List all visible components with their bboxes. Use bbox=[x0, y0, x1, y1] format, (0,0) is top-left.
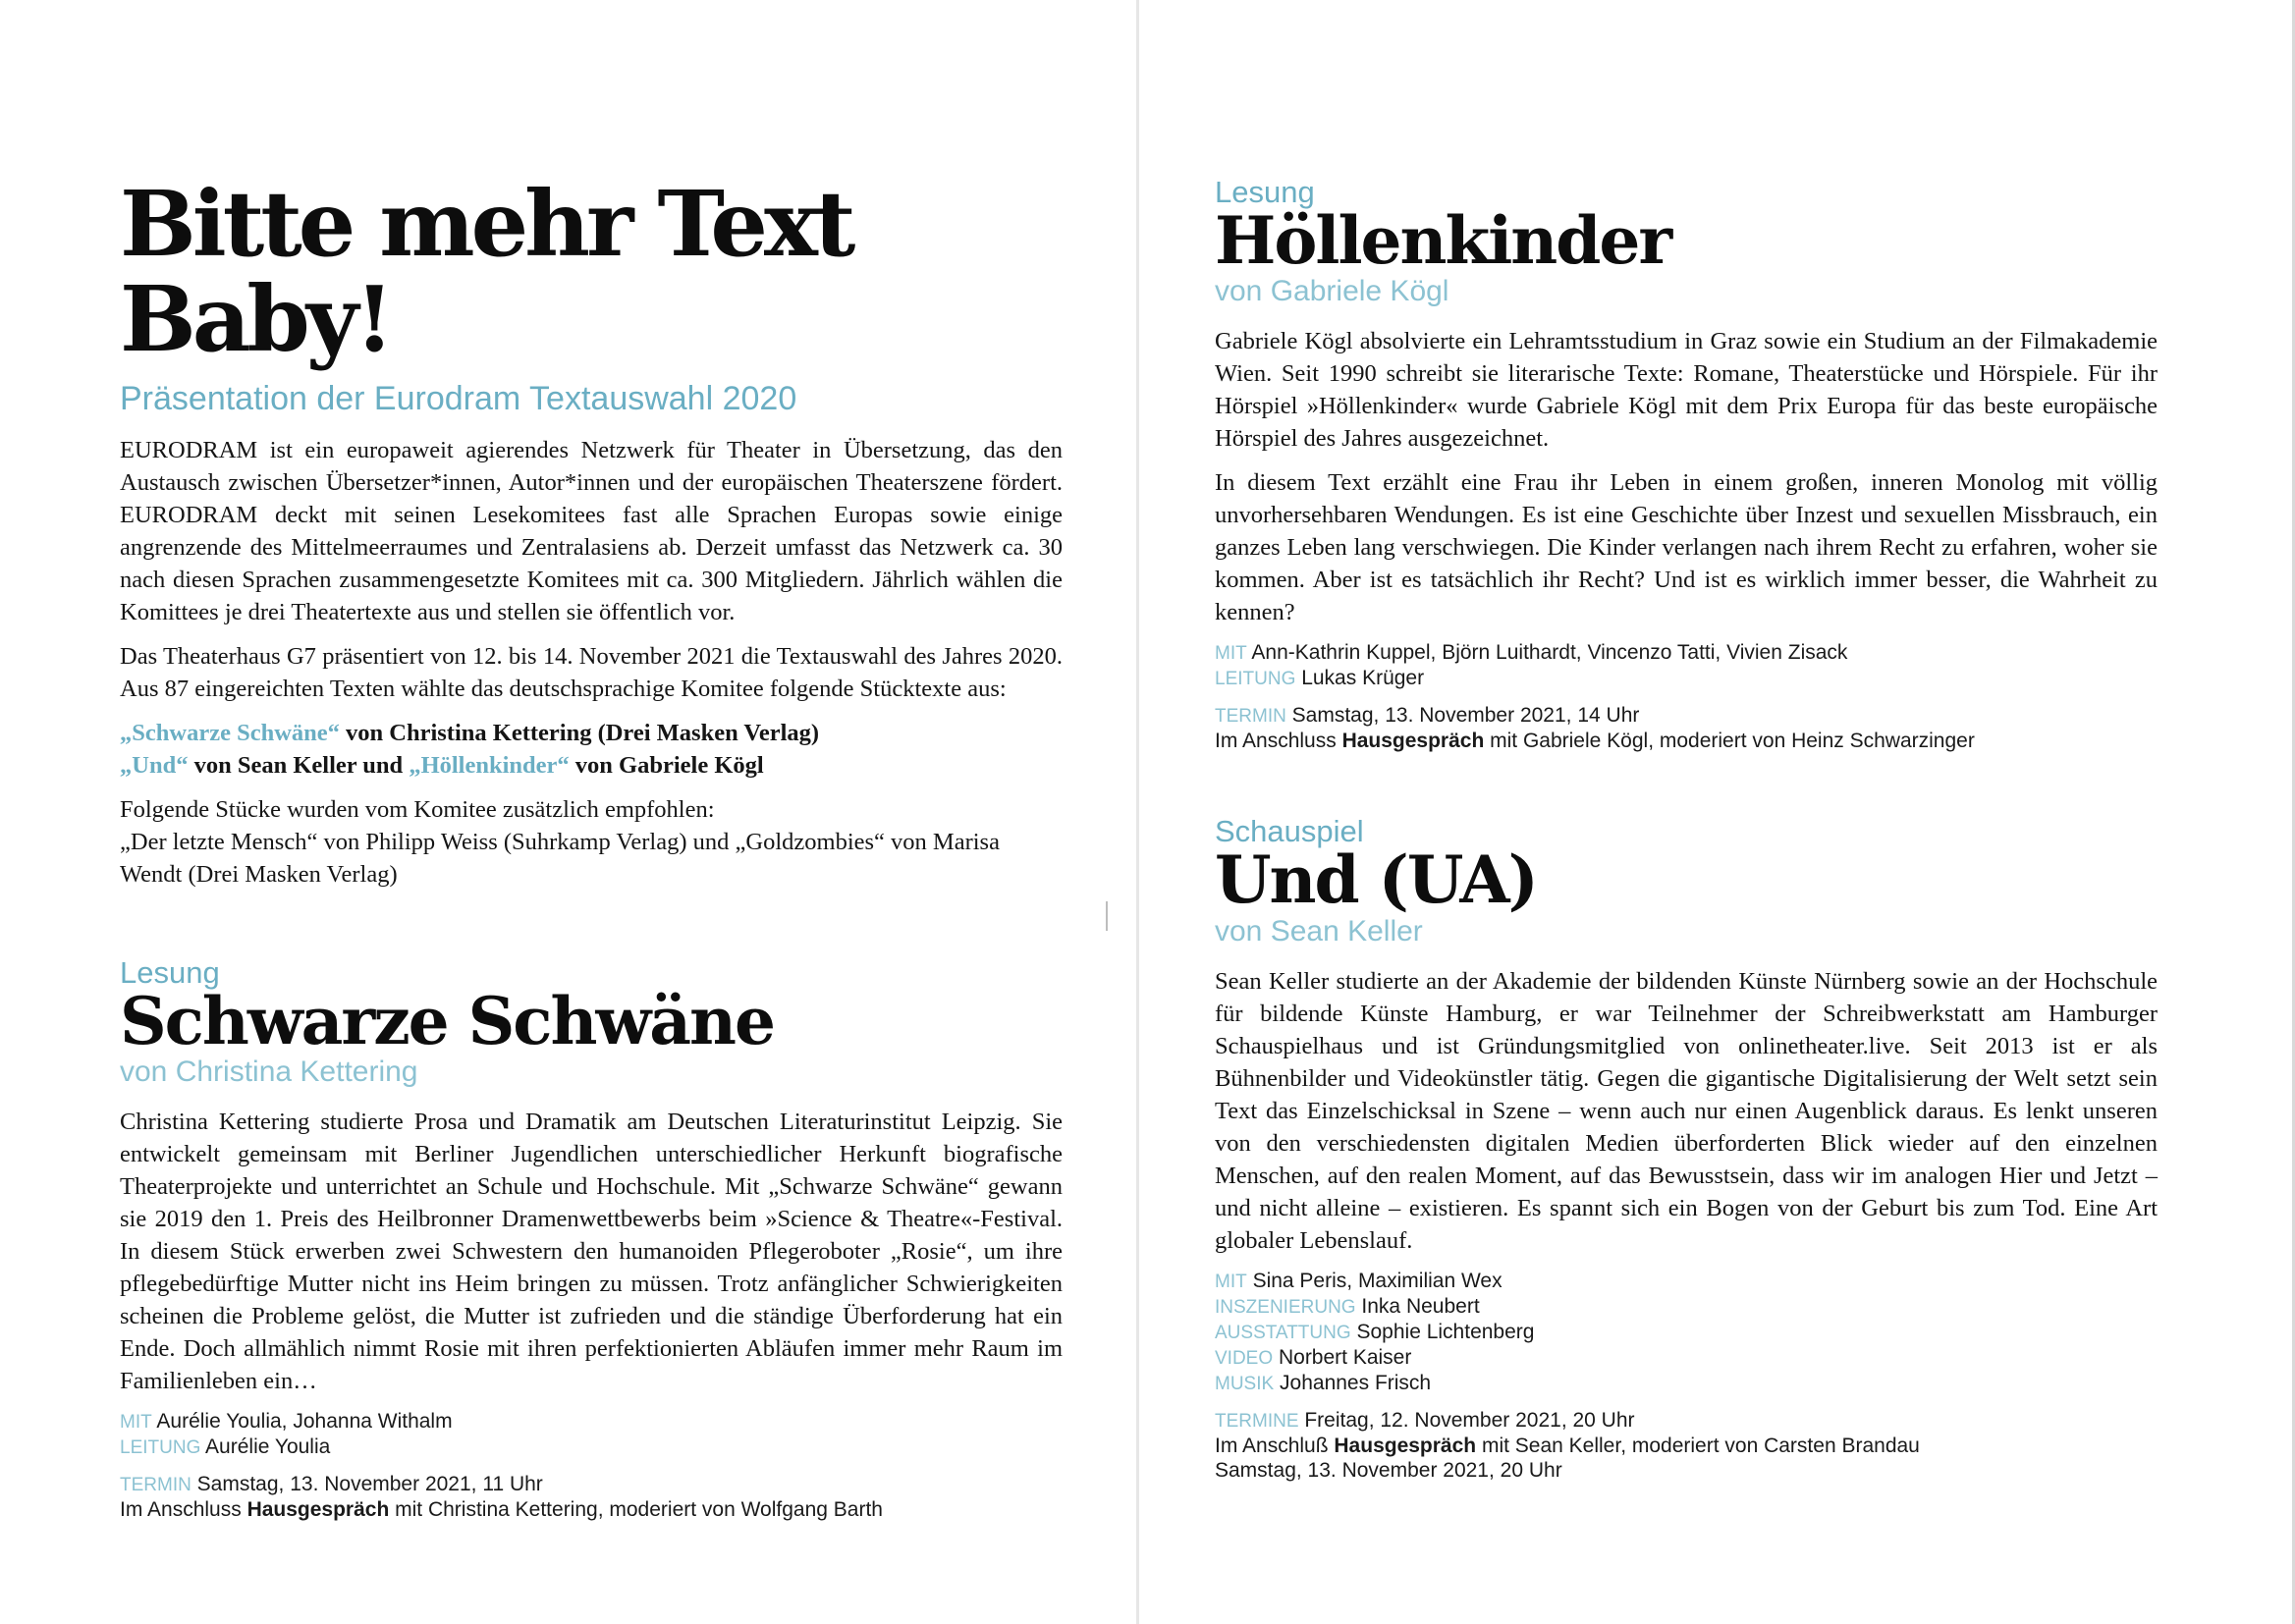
credit-role: MIT bbox=[120, 1412, 152, 1434]
left-column bbox=[120, 171, 1063, 1522]
fold-mark bbox=[1106, 901, 1108, 931]
credit-value: Sophie Lichtenberg bbox=[1356, 1320, 1535, 1343]
selection-title-3-rest: von Gabriele Kögl bbox=[569, 752, 764, 780]
section-credits bbox=[1215, 640, 2158, 753]
credit-value: Aurélie Youlia, Johanna Withalm bbox=[156, 1410, 453, 1434]
section-kicker: Lesung bbox=[120, 955, 220, 991]
section-hoellenkinder bbox=[1215, 177, 2158, 753]
selection-title-3: „Höllenkinder“ bbox=[409, 752, 570, 780]
section-paragraph-2: In diesem Text erzählt eine Frau ihr Leben in einem großen, inneren Monolog mit völlig unvorhersehbaren Wendungen. Es ist eine Geschichte über Inzest und sexuellen Missbrauch, ein ganzes Leben lang verschwiegen. Die Kinder verlangen nach ihrem Recht zu erfahren, woher sie kommen. Aber ist es tatsächlich ihr Recht? Und ist es wirklich immer besser, die Wahrheit zu kennen? bbox=[1215, 469, 2158, 626]
page-fold bbox=[1136, 0, 1139, 1624]
anschluss-pre: Im Anschluß bbox=[1215, 1434, 1335, 1457]
selection-list bbox=[120, 717, 1063, 782]
section-credits bbox=[120, 1409, 1063, 1522]
anschluss-bold: Hausgespräch bbox=[1341, 730, 1485, 753]
section-credits bbox=[1215, 1269, 2158, 1483]
section-body bbox=[1215, 965, 2158, 1257]
section-kicker: Schauspiel bbox=[1215, 814, 1364, 849]
section-kicker: Lesung bbox=[1215, 175, 1315, 209]
credit-value: Johannes Frisch bbox=[1280, 1371, 1432, 1394]
intro-paragraph-1: EURODRAM ist ein europaweit agierendes Netzwerk für Theater in Übersetzung, das den Austausch zwischen Übersetzer*innen, Autor*innen und der europäischen Theaterszene fördert. EURODRAM deckt mit seinen Lesekomitees fast alle Sprachen Europas sowie einige angrenzende des Mittelmeerraumes und Zentralasiens ab. Derzeit umfasst das Netzwerk ca. 30 nach diesen Sprachen zusammengesetzte Komitees mit ca. 300 Mitgliedern. Jährlich wählen die Komittees je drei Theatertexte aus und stellen sie öffentlich vor. bbox=[120, 437, 1063, 626]
anschluss-bold: Hausgespräch bbox=[1334, 1434, 1477, 1457]
credit-value: Aurélie Youlia bbox=[205, 1435, 331, 1459]
credit-value: Sina Peris, Maximilian Wex bbox=[1252, 1269, 1503, 1292]
intro-text bbox=[120, 434, 1063, 891]
termin-value: Freitag, 12. November 2021, 20 Uhr bbox=[1304, 1408, 1635, 1432]
termin-value: Samstag, 13. November 2021, 14 Uhr bbox=[1291, 704, 1640, 728]
credit-role: MIT bbox=[1215, 643, 1247, 665]
section-author: von Sean Keller bbox=[1215, 914, 1423, 947]
termine-label: TERMINE bbox=[1215, 1410, 1299, 1432]
section-author: von Gabriele Kögl bbox=[1215, 275, 1449, 308]
credit-value: Inka Neubert bbox=[1361, 1294, 1480, 1318]
credit-role: INSZENIERUNG bbox=[1215, 1296, 1356, 1318]
termin-label: TERMIN bbox=[1215, 706, 1286, 728]
anschluss-post: mit Sean Keller, moderiert von Carsten Brandau bbox=[1476, 1434, 1920, 1457]
section-title: Und (UA) bbox=[1215, 841, 1537, 919]
section-paragraph: Christina Kettering studierte Prosa und Dramatik am Deutschen Literaturinstitut Leipzig. Sie entwickelt gemeinsam mit Berliner Jugendlichen unterschiedlicher Herkunft biografische Theaterprojekte und unterrichtet an Schule und Hochschule. Mit „Schwarze Schwäne“ gewann sie 2019 den 1. Preis des Heilbronner Dramenwettbewerbs beim »Science & Theatre«-Festival. In diesem Stück erwerben zwei Schwestern den humanoiden Pflegeroboter „Rosie“, um ihre pflegebedürftige Mutter nicht ins Heim bringen zu müssen. Trotz anfänglicher Schwierigkeiten scheinen die Probleme gelöst, die Mutter ist zufrieden und die ständige Überforderung hat ein Ende. Doch allmählich nimmt Rosie mit ihren perfektionierten Abläufen immer mehr Raum im Familienleben ein… bbox=[120, 1109, 1063, 1395]
selection-title-1: „Schwarze Schwäne“ bbox=[120, 720, 340, 747]
anschluss-pre: Im Anschluss bbox=[1215, 730, 1342, 753]
credit-value: Lukas Krüger bbox=[1301, 667, 1425, 690]
right-column bbox=[1215, 177, 2158, 1483]
anschluss-bold: Hausgespräch bbox=[246, 1498, 390, 1522]
termin-value-2: Samstag, 13. November 2021, 20 Uhr bbox=[1215, 1458, 1562, 1482]
intro-paragraph-2: Das Theaterhaus G7 präsentiert von 12. bis 14. November 2021 die Textauswahl des Jahres 2020. Aus 87 eingereichten Texten wählte das deutschsprachige Komitee folgende Stücktexte aus: bbox=[120, 643, 1063, 703]
recommended-paragraph bbox=[120, 793, 1063, 891]
section-body bbox=[120, 1106, 1063, 1397]
credit-role: LEITUNG bbox=[1215, 669, 1296, 690]
subtitle: Präsentation der Eurodram Textauswahl 2020 bbox=[120, 380, 797, 418]
anschluss-post: mit Gabriele Kögl, moderiert von Heinz Schwarzinger bbox=[1484, 730, 1975, 753]
selection-title-2-rest: von Sean Keller und bbox=[188, 752, 410, 780]
recommended-line-2: „Der letzte Mensch“ von Philipp Weiss (Suhrkamp Verlag) und „Goldzombies“ von Marisa Wendt (Drei Masken Verlag) bbox=[120, 829, 1000, 889]
section-title: Höllenkinder bbox=[1215, 202, 1671, 279]
credit-value: Ann-Kathrin Kuppel, Björn Luithardt, Vincenzo Tatti, Vivien Zisack bbox=[1251, 641, 1848, 665]
main-title: Bitte mehr Text Baby! bbox=[120, 171, 852, 372]
credit-role: MUSIK bbox=[1215, 1373, 1275, 1394]
termin-label: TERMIN bbox=[120, 1475, 191, 1496]
section-und bbox=[1215, 816, 2158, 1482]
credit-role: VIDEO bbox=[1215, 1347, 1274, 1369]
anschluss-pre: Im Anschluss bbox=[120, 1498, 247, 1522]
selection-title-2: „Und“ bbox=[120, 752, 189, 780]
section-author: von Christina Kettering bbox=[120, 1056, 418, 1089]
section-title: Schwarze Schwäne bbox=[120, 983, 775, 1060]
section-schwarze-schwaene bbox=[120, 957, 1063, 1522]
section-paragraph: Sean Keller studierte an der Akademie der bildenden Künste Nürnberg sowie an der Hochschule für bildende Künste Hamburg, er war Teilnehmer der Schreibwerkstatt am Hamburger Schauspielhaus und ist Gründungsmitglied von onlinetheater.live. Seit 2013 ist er als Bühnenbilder und Videokünstler tätig. Gegen die gigantische Digitalisierung der Welt setzt sein Text das Einzelschicksal in Szene – wenn auch nur einen Augenblick daraus. Es lenkt unseren von den verschiedensten digitalen Medien überforderten Blick wieder auf den einzelnen Menschen, auf den realen Moment, auf das Bewusstsein, dass wir im analogen Hier und Jetzt – und nicht alleine – existieren. Es spannt sich ein Bogen von der Geburt bis zum Tod. Eine Art globaler Lebenslauf. bbox=[1215, 967, 2158, 1254]
credit-role: MIT bbox=[1215, 1271, 1247, 1292]
section-body bbox=[1215, 325, 2158, 628]
credit-role: AUSSTATTUNG bbox=[1215, 1322, 1351, 1343]
credit-value: Norbert Kaiser bbox=[1278, 1345, 1412, 1369]
selection-title-1-rest: von Christina Kettering (Drei Masken Verlag) bbox=[339, 720, 820, 747]
credit-role: LEITUNG bbox=[120, 1437, 201, 1459]
termin-value: Samstag, 13. November 2021, 11 Uhr bbox=[196, 1473, 543, 1496]
anschluss-post: mit Christina Kettering, moderiert von Wolfgang Barth bbox=[389, 1498, 883, 1522]
recommended-line-1: Folgende Stücke wurden vom Komitee zusätzlich empfohlen: bbox=[120, 796, 715, 824]
section-paragraph-1: Gabriele Kögl absolvierte ein Lehramtsstudium in Graz sowie ein Studium an der Filmakademie Wien. Seit 1990 schreibt sie literarische Texte: Romane, Theaterstücke und Hörspiele. Für ihr Hörspiel »Höllenkinder« wurde Gabriele Kögl mit dem Prix Europa für das beste europäische Hörspiel des Jahres ausgezeichnet. bbox=[1215, 328, 2158, 453]
